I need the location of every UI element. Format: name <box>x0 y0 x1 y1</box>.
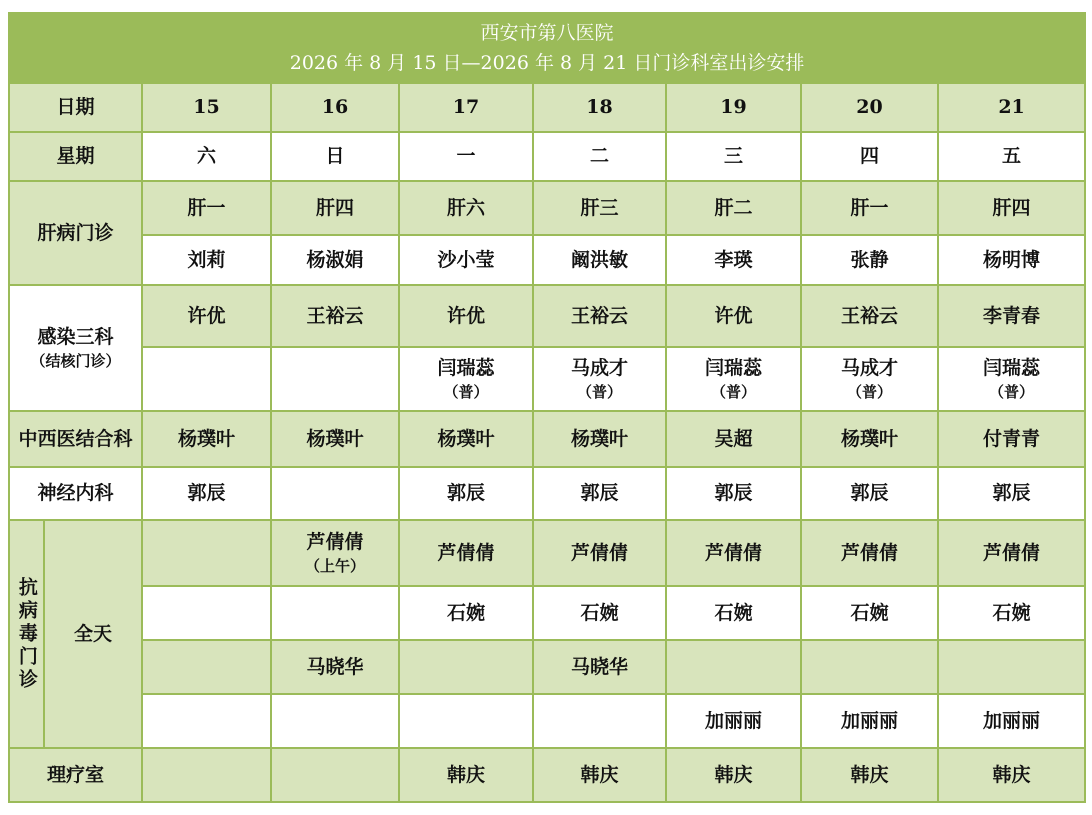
infection-doctor-cell: 闫瑞蕊 （普） <box>666 347 801 411</box>
antiviral-doctor-cell: 马晓华 <box>271 640 399 694</box>
infection-doctor-cell: 王裕云 <box>533 285 666 347</box>
infection-doctor-cell: 许优 <box>142 285 271 347</box>
infection-doctor-cell: 闫瑞蕊 （普） <box>938 347 1085 411</box>
infection-doctor-cell: 许优 <box>666 285 801 347</box>
liver-doctor-cell: 杨淑娟 <box>271 235 399 285</box>
neuro-doctor-cell: 郭辰 <box>938 467 1085 520</box>
liver-room-cell: 肝三 <box>533 181 666 235</box>
antiviral-doctor-cell <box>938 640 1085 694</box>
liver-room-cell: 肝二 <box>666 181 801 235</box>
tcm-doctor-cell: 付青青 <box>938 411 1085 467</box>
neuro-dept-label: 神经内科 <box>9 467 142 520</box>
liver-doctor-row <box>9 235 1085 285</box>
schedule-container <box>8 12 1084 803</box>
antiviral-row-4 <box>9 694 1085 748</box>
physio-doctor-cell: 韩庆 <box>399 748 533 802</box>
fullday-label: 全天 <box>44 520 142 748</box>
date-cell: 15 <box>142 83 271 132</box>
tcm-doctor-cell: 杨璞叶 <box>271 411 399 467</box>
antiviral-doctor-cell <box>399 694 533 748</box>
antiviral-doctor-cell: 加丽丽 <box>801 694 938 748</box>
antiviral-doctor-cell <box>666 640 801 694</box>
infection-doctor-cell: 王裕云 <box>801 285 938 347</box>
antiviral-doctor-cell <box>142 640 271 694</box>
neuro-doctor-cell: 郭辰 <box>801 467 938 520</box>
neuro-row <box>9 467 1085 520</box>
antiviral-doctor-cell: 马晓华 <box>533 640 666 694</box>
liver-room-row <box>9 181 1085 235</box>
neuro-doctor-cell: 郭辰 <box>533 467 666 520</box>
antiviral-doctor-cell: 加丽丽 <box>666 694 801 748</box>
antiviral-doctor-cell: 石婉 <box>938 586 1085 640</box>
antiviral-clinic-text: 抗病毒门诊 <box>15 576 38 692</box>
antiviral-doctor-cell <box>142 586 271 640</box>
antiviral-doctor-cell <box>142 694 271 748</box>
table-header <box>9 13 1085 83</box>
physio-doctor-cell: 韩庆 <box>801 748 938 802</box>
weekday-row <box>9 132 1085 181</box>
physio-doctor-cell: 韩庆 <box>533 748 666 802</box>
infection-dept-label <box>9 285 142 411</box>
antiviral-doctor-cell: 石婉 <box>666 586 801 640</box>
weekday-cell: 一 <box>399 132 533 181</box>
date-cell: 16 <box>271 83 399 132</box>
tcm-doctor-cell: 杨璞叶 <box>533 411 666 467</box>
neuro-doctor-cell: 郭辰 <box>666 467 801 520</box>
tb-clinic-note: （结核门诊） <box>30 352 121 371</box>
date-row <box>9 83 1085 132</box>
physio-doctor-cell <box>271 748 399 802</box>
tcm-doctor-cell: 杨璞叶 <box>142 411 271 467</box>
antiviral-doctor-cell: 石婉 <box>533 586 666 640</box>
antiviral-doctor-cell <box>142 520 271 586</box>
physio-doctor-cell <box>142 748 271 802</box>
date-cell: 21 <box>938 83 1085 132</box>
infection-doctor-cell: 王裕云 <box>271 285 399 347</box>
liver-doctor-cell: 阚洪敏 <box>533 235 666 285</box>
antiviral-doctor-cell: 石婉 <box>399 586 533 640</box>
antiviral-row-3 <box>9 640 1085 694</box>
date-cell: 17 <box>399 83 533 132</box>
weekday-cell: 四 <box>801 132 938 181</box>
antiviral-doctor-cell: 芦倩倩 <box>399 520 533 586</box>
antiviral-doctor-cell: 芦倩倩 <box>533 520 666 586</box>
weekday-cell: 五 <box>938 132 1085 181</box>
infection-doctor-cell: 闫瑞蕊 （普） <box>399 347 533 411</box>
weekday-cell: 三 <box>666 132 801 181</box>
infection-doctor-cell: 马成才 （普） <box>533 347 666 411</box>
weekday-cell: 六 <box>142 132 271 181</box>
date-cell: 19 <box>666 83 801 132</box>
weekday-cell: 日 <box>271 132 399 181</box>
infection-doctor-cell <box>142 347 271 411</box>
neuro-doctor-cell <box>271 467 399 520</box>
antiviral-doctor-cell <box>801 640 938 694</box>
date-cell: 18 <box>533 83 666 132</box>
date-cell: 20 <box>801 83 938 132</box>
liver-doctor-cell: 杨明博 <box>938 235 1085 285</box>
antiviral-doctor-cell: 芦倩倩 （上午） <box>271 520 399 586</box>
antiviral-doctor-cell: 芦倩倩 <box>938 520 1085 586</box>
physio-row <box>9 748 1085 802</box>
liver-room-cell: 肝四 <box>271 181 399 235</box>
liver-clinic-label: 肝病门诊 <box>9 181 142 285</box>
infection-doctor-cell: 许优 <box>399 285 533 347</box>
liver-room-cell: 肝四 <box>938 181 1085 235</box>
liver-doctor-cell: 李瑛 <box>666 235 801 285</box>
antiviral-doctor-cell: 芦倩倩 <box>666 520 801 586</box>
antiviral-doctor-cell <box>533 694 666 748</box>
antiviral-doctor-cell <box>271 694 399 748</box>
antiviral-row-2 <box>9 586 1085 640</box>
liver-doctor-cell: 张静 <box>801 235 938 285</box>
antiviral-doctor-cell <box>271 586 399 640</box>
schedule-subtitle: 2026 年 8 月 15 日—2026 年 8 月 21 日门诊科室出诊安排 <box>289 52 805 74</box>
liver-room-cell: 肝六 <box>399 181 533 235</box>
tcm-dept-label: 中西医结合科 <box>9 411 142 467</box>
antiviral-row-1 <box>9 520 1085 586</box>
physio-room-label: 理疗室 <box>9 748 142 802</box>
neuro-doctor-cell: 郭辰 <box>142 467 271 520</box>
tcm-row <box>9 411 1085 467</box>
antiviral-doctor-cell: 芦倩倩 <box>801 520 938 586</box>
infection-doctor-cell: 李青春 <box>938 285 1085 347</box>
liver-room-cell: 肝一 <box>801 181 938 235</box>
liver-doctor-cell: 刘莉 <box>142 235 271 285</box>
antiviral-doctor-cell: 石婉 <box>801 586 938 640</box>
infection-dept-name: 感染三科 <box>37 325 114 348</box>
weekday-cell: 二 <box>533 132 666 181</box>
physio-doctor-cell: 韩庆 <box>938 748 1085 802</box>
liver-room-cell: 肝一 <box>142 181 271 235</box>
antiviral-doctor-cell: 加丽丽 <box>938 694 1085 748</box>
tcm-doctor-cell: 杨璞叶 <box>801 411 938 467</box>
weekday-label: 星期 <box>9 132 142 181</box>
tcm-doctor-cell: 杨璞叶 <box>399 411 533 467</box>
tcm-doctor-cell: 吴超 <box>666 411 801 467</box>
antiviral-clinic-label <box>9 520 44 748</box>
date-label: 日期 <box>9 83 142 132</box>
physio-doctor-cell: 韩庆 <box>666 748 801 802</box>
infection-row-1 <box>9 285 1085 347</box>
liver-doctor-cell: 沙小莹 <box>399 235 533 285</box>
schedule-table <box>8 12 1086 803</box>
antiviral-doctor-cell <box>399 640 533 694</box>
infection-doctor-cell <box>271 347 399 411</box>
infection-doctor-cell: 马成才 （普） <box>801 347 938 411</box>
infection-row-2 <box>9 347 1085 411</box>
hospital-name: 西安市第八医院 <box>480 22 614 44</box>
neuro-doctor-cell: 郭辰 <box>399 467 533 520</box>
